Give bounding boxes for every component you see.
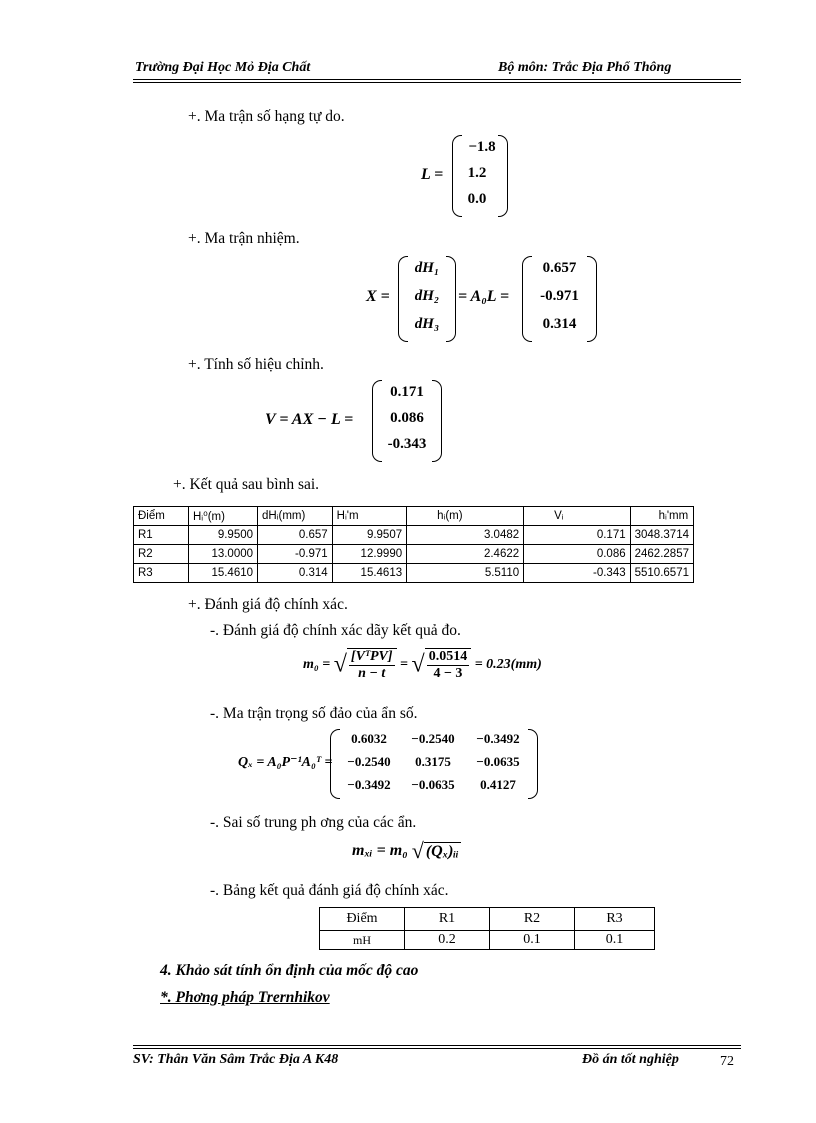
cell: mH	[320, 931, 405, 950]
eq-m0-lhs: m₀ =	[303, 657, 331, 672]
section-accuracy: +. Đánh giá độ chính xác.	[188, 596, 348, 613]
cell: 0.086	[524, 545, 630, 564]
eq-X-lhs: X =	[366, 288, 390, 305]
matrix-dH-cell: dH₃	[414, 316, 440, 332]
table-row	[134, 526, 694, 545]
header-cell: hᵢ'mm	[630, 507, 693, 526]
header-rule-1	[133, 79, 741, 80]
section-accuracy-table-title: -. Bảng kết quả đánh giá độ chính xác.	[210, 882, 449, 899]
section-corrections: +. Tính số hiệu chỉnh.	[188, 356, 324, 373]
cell: 15.4610	[188, 564, 257, 583]
header-cell: Hᵢ'm	[332, 507, 406, 526]
results-table-header	[134, 507, 694, 526]
eq-X-mid: = A₀L =	[458, 288, 510, 305]
cell: 5.5110	[407, 564, 524, 583]
section-unknowns-rmse: -. Sai số trung ph ơng của các ẩn.	[210, 814, 417, 831]
footer-left: SV: Thân Văn Sâm Trắc Địa A K48	[133, 1052, 339, 1067]
matrix-dH	[398, 256, 456, 342]
eq-mx-radicand: (Qₓ)ᵢᵢ	[425, 842, 459, 860]
matrix-V	[372, 380, 442, 462]
header-cell: dHᵢ(mm)	[258, 507, 333, 526]
cell: 15.4613	[332, 564, 406, 583]
matrix-dH-cell: dH₁	[414, 260, 440, 276]
header-cell: Điểm	[134, 507, 189, 526]
cell: 0.1	[575, 931, 655, 950]
cell: 13.0000	[188, 545, 257, 564]
table-row	[134, 545, 694, 564]
header-cell: R1	[405, 908, 490, 931]
matrix-V-cell: 0.171	[390, 384, 424, 400]
matrix-dH-cell: dH₂	[414, 288, 440, 304]
header-cell: hᵢ(m)	[407, 507, 524, 526]
cell: 0.314	[258, 564, 333, 583]
eq-m0-num2: 0.0514	[428, 649, 468, 664]
matrix-Q-cell: −0.2540	[347, 754, 391, 769]
matrix-Q	[330, 729, 538, 799]
eq-m0-eq: =	[400, 657, 409, 672]
heading-stability-survey: 4. Khảo sát tính ổn định của mốc độ cao	[160, 962, 419, 979]
matrix-L-cell: 1.2	[467, 165, 487, 181]
matrix-Q-cell: 0.6032	[351, 731, 387, 746]
footer-rule-2	[133, 1048, 741, 1049]
matrix-L-cell: 0.0	[467, 191, 487, 207]
table-row	[134, 564, 694, 583]
matrix-X-cell: 0.657	[542, 260, 577, 276]
section-inverse-weight-matrix: -. Ma trận trọng số đảo của ẩn số.	[210, 705, 418, 722]
eq-L-lhs: L =	[421, 166, 444, 183]
header-left: Trường Đại Học Mỏ Địa Chất	[135, 60, 311, 75]
table-row	[320, 931, 655, 950]
header-rule-2	[133, 82, 741, 83]
section-unknown-matrix: +. Ma trận nhiệm.	[188, 230, 300, 247]
cell: 0.657	[258, 526, 333, 545]
matrix-X-cell: -0.971	[540, 288, 579, 304]
page-number: 72	[720, 1054, 734, 1069]
matrix-X-cell: 0.314	[542, 316, 577, 332]
header-cell: Điểm	[320, 908, 405, 931]
eq-Q-lhs: Qₓ = A₀P⁻¹A₀ᵀ =	[238, 755, 333, 770]
cell: 0.171	[524, 526, 630, 545]
header-cell: R2	[490, 908, 575, 931]
matrix-V-cell: 0.086	[390, 410, 424, 426]
section-accuracy-observations: -. Đánh giá độ chính xác dãy kết quả đo.	[210, 622, 461, 639]
cell: 12.9990	[332, 545, 406, 564]
eq-m0-result: = 0.23(mm)	[474, 657, 542, 672]
accuracy-table	[319, 907, 655, 950]
section-free-term-matrix: +. Ma trận số hạng tự do.	[188, 108, 345, 125]
cell: R3	[134, 564, 189, 583]
cell: R1	[134, 526, 189, 545]
cell: R2	[134, 545, 189, 564]
header-right: Bộ môn: Trắc Địa Phổ Thông	[498, 60, 672, 75]
eq-m0-num1: [VᵀPV]	[350, 649, 393, 664]
cell: -0.971	[258, 545, 333, 564]
cell: 3048.3714	[630, 526, 693, 545]
header-cell: Hᵢ⁰(m)	[188, 507, 257, 526]
cell: 0.1	[490, 931, 575, 950]
matrix-V-cell: -0.343	[387, 436, 427, 452]
eq-m0: m₀ = √ $\frac{\text{[VᵀPV]}}{n - t}$ = √ $\frac{0.0514}{4 - 3}$ = 0.23(mm)	[303, 649, 542, 681]
cell: 9.9500	[188, 526, 257, 545]
cell: 5510.6571	[630, 564, 693, 583]
heading-trernhikov-method: *. Phơng pháp Trernhikov	[160, 989, 330, 1006]
cell: 0.2	[405, 931, 490, 950]
footer-rule-1	[133, 1045, 741, 1046]
cell: 9.9507	[332, 526, 406, 545]
matrix-Q-cell: −0.0635	[476, 754, 520, 769]
header-cell: R3	[575, 908, 655, 931]
eq-mx: mₓᵢ = m₀ √ (Qₓ)ᵢᵢ	[352, 838, 459, 863]
eq-V-lhs: V = AX − L =	[265, 411, 354, 428]
section-adjustment-results: +. Kết quả sau bình sai.	[173, 476, 320, 493]
cell: 3.0482	[407, 526, 524, 545]
matrix-Q-cell: −0.3492	[347, 777, 391, 792]
matrix-X	[522, 256, 597, 342]
eq-mx-lhs: mₓᵢ = m₀	[352, 842, 408, 859]
header-cell: Vᵢ	[524, 507, 630, 526]
matrix-Q-cell: 0.3175	[415, 754, 451, 769]
accuracy-table-header	[320, 908, 655, 931]
cell: 2462.2857	[630, 545, 693, 564]
matrix-L-cell: −1.8	[468, 139, 496, 155]
results-table	[133, 506, 694, 583]
cell: 2.4622	[407, 545, 524, 564]
matrix-Q-cell: −0.0635	[411, 777, 455, 792]
footer-right: Đồ án tốt nghiệp	[582, 1052, 679, 1067]
eq-m0-den1: n − t	[358, 666, 386, 681]
eq-m0-den2: 4 − 3	[433, 666, 463, 681]
matrix-Q-cell: 0.4127	[480, 777, 516, 792]
cell: -0.343	[524, 564, 630, 583]
matrix-Q-cell: −0.2540	[411, 731, 455, 746]
matrix-L	[452, 135, 508, 217]
matrix-Q-cell: −0.3492	[476, 731, 520, 746]
